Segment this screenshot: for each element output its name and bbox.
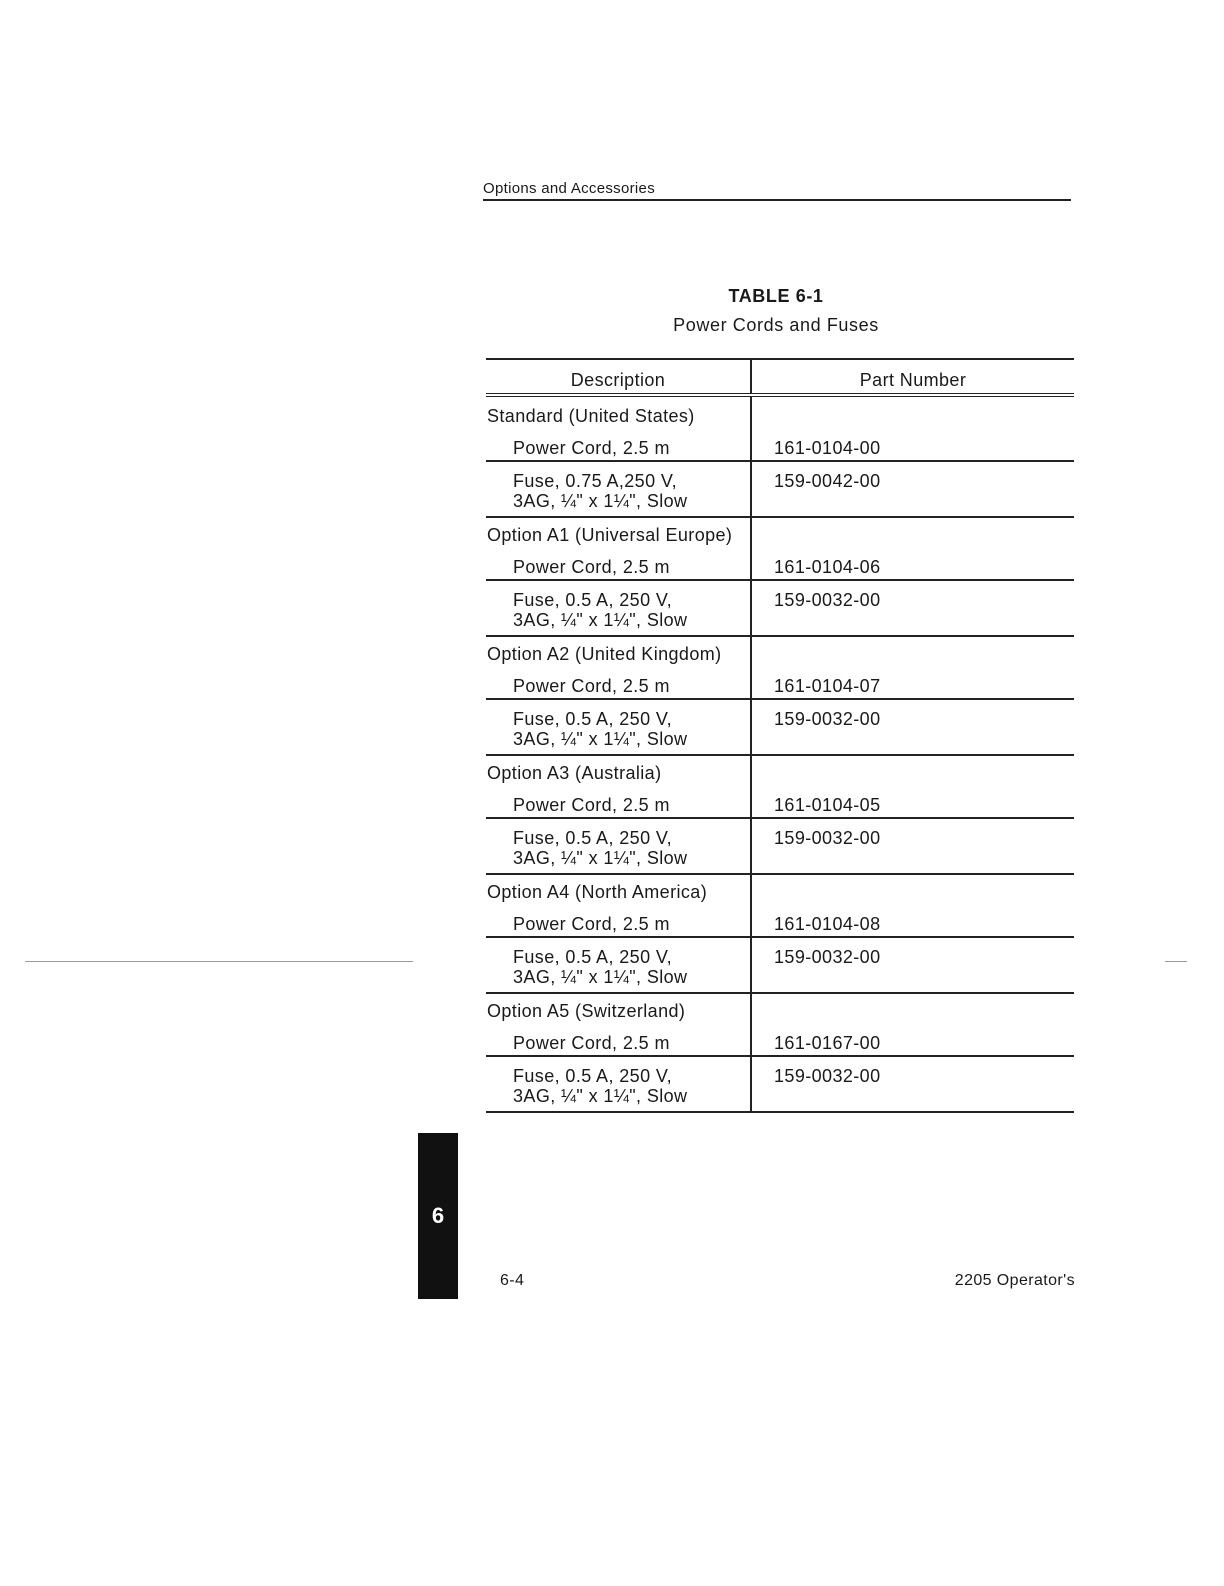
table-row	[486, 874, 1074, 905]
cord-description: Power Cord, 2.5 m	[486, 548, 751, 580]
table-row	[486, 755, 1074, 786]
fuse-description	[486, 937, 751, 993]
manual-title: 2205 Operator's	[954, 1272, 1075, 1289]
chapter-tab-number: 6	[431, 1203, 445, 1228]
group-name: Option A5 (Switzerland)	[487, 1001, 686, 1021]
cord-description: Power Cord, 2.5 m	[486, 667, 751, 699]
table-row	[486, 395, 1074, 429]
cord-description: Power Cord, 2.5 m	[486, 1024, 751, 1056]
fuse-part-number: 159-0032-00	[751, 1056, 1074, 1112]
scan-artifact-line	[25, 961, 413, 962]
cord-part-number: 161-0167-00	[751, 1024, 1074, 1056]
cord-part-number: 161-0104-00	[751, 429, 1074, 461]
fuse-description	[486, 580, 751, 636]
table-row	[486, 517, 1074, 548]
table-row	[486, 667, 1074, 699]
group-name: Option A2 (United Kingdom)	[487, 644, 722, 664]
fuse-spec: Fuse, 0.75 A,250 V,	[513, 471, 678, 491]
fuse-description	[486, 1056, 751, 1112]
fuse-size: 3AG, ¼" x 1¼", Slow	[513, 491, 688, 511]
section-header: Options and Accessories	[483, 180, 1071, 201]
cord-description: Power Cord, 2.5 m	[486, 905, 751, 937]
fuse-size: 3AG, ¼" x 1¼", Slow	[513, 729, 688, 749]
fuse-spec: Fuse, 0.5 A, 250 V,	[513, 947, 673, 967]
group-name: Option A4 (North America)	[487, 882, 708, 902]
table-number: TABLE 6-1	[728, 286, 824, 306]
fuse-description	[486, 818, 751, 874]
table-row	[486, 461, 1074, 517]
group-name: Option A3 (Australia)	[487, 763, 662, 783]
table-row	[486, 429, 1074, 461]
scan-artifact-line	[1165, 961, 1187, 962]
fuse-spec: Fuse, 0.5 A, 250 V,	[513, 709, 673, 729]
chapter-tab	[418, 1133, 458, 1299]
fuse-size: 3AG, ¼" x 1¼", Slow	[513, 1086, 688, 1106]
cord-description: Power Cord, 2.5 m	[486, 786, 751, 818]
table-row	[486, 905, 1074, 937]
table-row	[486, 993, 1074, 1024]
fuse-part-number: 159-0032-00	[751, 937, 1074, 993]
table-row	[486, 1056, 1074, 1112]
table-title: Power Cords and Fuses	[673, 315, 879, 335]
table-row	[486, 699, 1074, 755]
table-row	[486, 937, 1074, 993]
group-name: Option A1 (Universal Europe)	[487, 525, 733, 545]
group-name: Standard (United States)	[487, 406, 695, 426]
fuse-size: 3AG, ¼" x 1¼", Slow	[513, 610, 688, 630]
power-cords-fuses-table	[486, 358, 1074, 1113]
cord-part-number: 161-0104-08	[751, 905, 1074, 937]
fuse-description	[486, 699, 751, 755]
fuse-part-number: 159-0032-00	[751, 818, 1074, 874]
table-row	[486, 786, 1074, 818]
fuse-spec: Fuse, 0.5 A, 250 V,	[513, 590, 673, 610]
fuse-part-number: 159-0042-00	[751, 461, 1074, 517]
fuse-part-number: 159-0032-00	[751, 580, 1074, 636]
cord-part-number: 161-0104-07	[751, 667, 1074, 699]
table-row	[486, 548, 1074, 580]
cord-part-number: 161-0104-06	[751, 548, 1074, 580]
cord-description: Power Cord, 2.5 m	[486, 429, 751, 461]
fuse-spec: Fuse, 0.5 A, 250 V,	[513, 1066, 673, 1086]
page-number: 6-4	[500, 1272, 525, 1289]
table-row	[486, 636, 1074, 667]
table-row	[486, 818, 1074, 874]
fuse-size: 3AG, ¼" x 1¼", Slow	[513, 967, 688, 987]
cord-part-number: 161-0104-05	[751, 786, 1074, 818]
column-header-description: Description	[486, 359, 751, 395]
table-row	[486, 580, 1074, 636]
table-header-row	[486, 359, 1074, 395]
fuse-size: 3AG, ¼" x 1¼", Slow	[513, 848, 688, 868]
column-header-part-number: Part Number	[751, 359, 1074, 395]
fuse-part-number: 159-0032-00	[751, 699, 1074, 755]
table-row	[486, 1024, 1074, 1056]
fuse-description	[486, 461, 751, 517]
fuse-spec: Fuse, 0.5 A, 250 V,	[513, 828, 673, 848]
